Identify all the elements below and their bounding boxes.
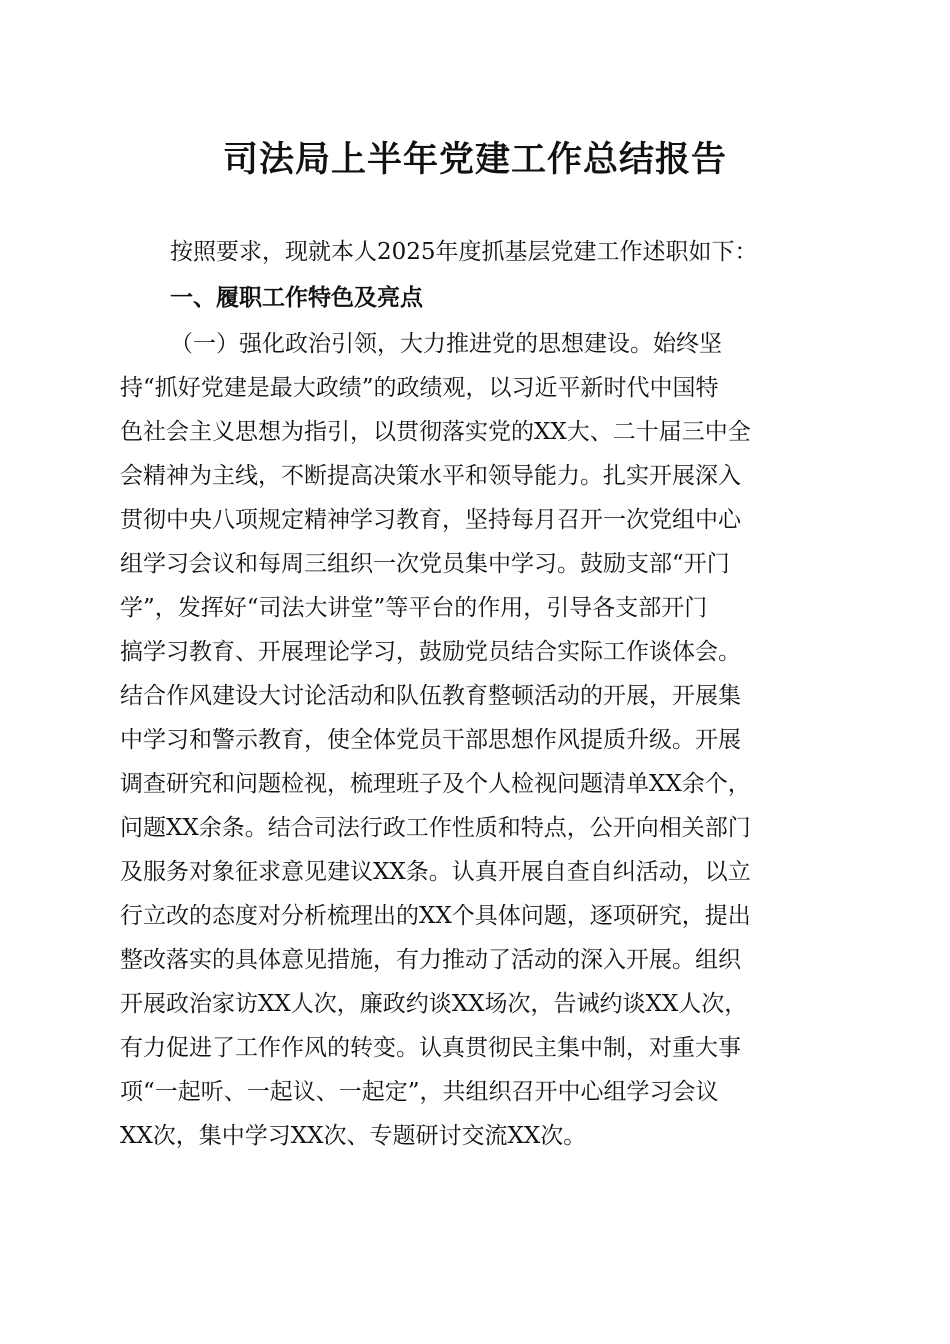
paragraph-line: 有力促进了工作作风的转变。认真贯彻民主集中制，对重大事: [120, 1035, 741, 1061]
paragraph-line: 组学习会议和每周三组织一次党员集中学习。鼓励支部“开门: [120, 551, 730, 577]
paragraph-line: XX次，集中学习XX次、专题研讨交流XX次。: [120, 1123, 587, 1149]
paragraph-line: 项“一起听、一起议、一起定”，共组织召开中心组学习会议: [120, 1079, 719, 1105]
paragraph-line: 问题XX余条。结合司法行政工作性质和特点，公开向相关部门: [120, 815, 751, 841]
paragraph-line: 行立改的态度对分析梳理出的XX个具体问题，逐项研究，提出: [120, 903, 751, 929]
paragraph-line: 学”，发挥好“司法大讲堂”等平台的作用，引导各支部开门: [120, 595, 708, 621]
paragraph-line: 中学习和警示教育，使全体党员干部思想作风提质升级。开展: [120, 727, 741, 753]
paragraph-line: 贯彻中央八项规定精神学习教育，坚持每月召开一次党组中心: [120, 507, 741, 533]
section-heading: 一、履职工作特色及亮点: [170, 285, 423, 311]
paragraph-line: 开展政治家访XX人次，廉政约谈XX场次，告诫约谈XX人次，: [120, 991, 748, 1017]
intro-paragraph: 按照要求，现就本人2025年度抓基层党建工作述职如下：: [170, 239, 758, 265]
paragraph-line: 整改落实的具体意见措施，有力推动了活动的深入开展。组织: [120, 947, 741, 973]
paragraph-line: （一）强化政治引领，大力推进党的思想建设。始终坚: [170, 331, 722, 357]
paragraph-line: 色社会主义思想为指引，以贯彻落实党的XX大、二十届三中全: [120, 419, 751, 445]
document-title: 司法局上半年党建工作总结报告: [222, 139, 727, 180]
paragraph-line: 持“抓好党建是最大政绩”的政绩观，以习近平新时代中国特: [120, 375, 719, 401]
paragraph-line: 及服务对象征求意见建议XX条。认真开展自查自纠活动，以立: [120, 859, 751, 885]
body-paragraph: [120, 322, 830, 1158]
paragraph-line: 搞学习教育、开展理论学习，鼓励党员结合实际工作谈体会。: [120, 639, 741, 665]
paragraph-line: 调查研究和问题检视，梳理班子及个人检视问题清单XX余个，: [120, 771, 751, 797]
paragraph-line: 会精神为主线，不断提高决策水平和领导能力。扎实开展深入: [120, 463, 741, 489]
paragraph-line: 结合作风建设大讨论活动和队伍教育整顿活动的开展，开展集: [120, 683, 741, 709]
